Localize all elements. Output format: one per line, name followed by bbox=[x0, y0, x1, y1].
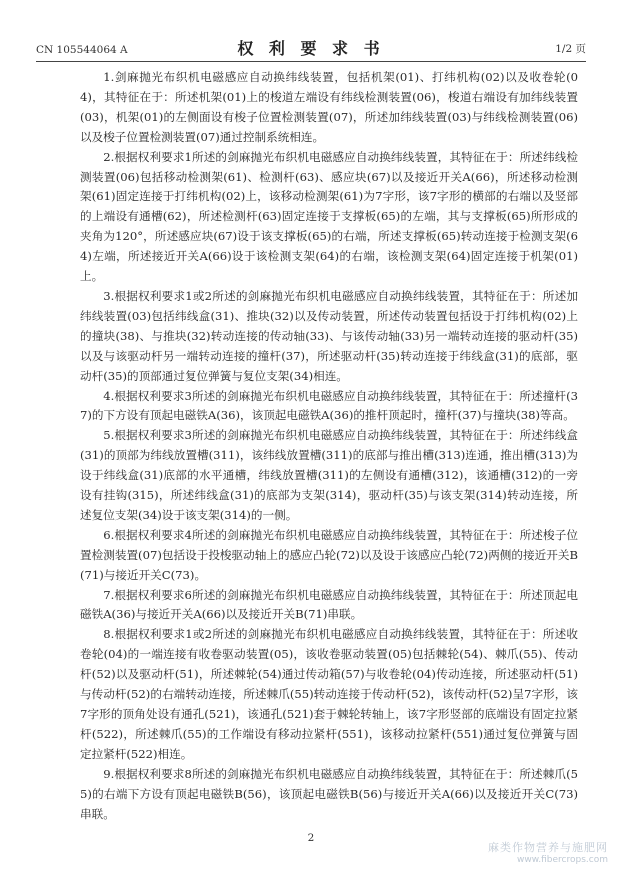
claim-7: 7.根据权利要求6所述的剑麻抛光布织机电磁感应自动换纬线装置，其特征在于：所述顶起电磁铁A(36)与接近开关A(66)以及接近开关B(71)串联。 bbox=[80, 587, 578, 622]
claim-4: 4.根据权利要求3所述的剑麻抛光布织机电磁感应自动换纬线装置，其特征在于：所述撞杆(37)的下方设有顶起电磁铁A(36)，该顶起电磁铁A(36)的推杆顶起时，撞杆(37)与撞块(38)等高。 bbox=[80, 388, 578, 423]
header-divider bbox=[36, 61, 586, 62]
claim-1: 1.剑麻抛光布织机电磁感应自动换纬线装置，包括机架(01)、打纬机构(02)以及收卷轮(04)，其特征在于：所述机架(01)上的梭道左端设有纬线检测装置(06)，梭道右端设有加纬线装置(03)，机架(01)的左侧面设有梭子位置检测装置(07)，所述加纬线装置(03)与纬线检测装置(06)以及梭子位置检测装置(07)通过控制系统相连。 bbox=[80, 70, 578, 144]
page-info: 1/2 页 bbox=[555, 43, 586, 55]
document-title: 权 利 要 求 书 bbox=[237, 39, 385, 58]
claim-9: 9.根据权利要求8所述的剑麻抛光布织机电磁感应自动换纬线装置，其特征在于：所述棘爪(55)的右端下方设有顶起电磁铁B(56)，该顶起电磁铁B(56)与接近开关A(66)以及接近开关C(73)串联。 bbox=[80, 766, 578, 821]
claim-2: 2.根据权利要求1所述的剑麻抛光布织机电磁感应自动换纬线装置，其特征在于：所述纬线检测装置(06)包括移动检测架(61)、检测杆(63)、感应块(67)以及接近开关A(66)，所述移动检测架(61)固定连接于打纬机构(02)上，该移动检测架(61)为7字形，该7字形的横部的右端以及竖部的上端设有通槽(62)，所述检测杆(63)固定连接于支撑板(65)的左端，其与支撑板(65)所形成的夹角为120°，所述感应块(67)设于该支撑板(65)的右端，所述支撑板(65)转动连接于检测支架(64)左端，所述接近开关A(66)设于该检测支架(64)的右端，该检测支架(64)固定连接于机架(01)上。 bbox=[80, 149, 578, 284]
claim-6: 6.根据权利要求4所述的剑麻抛光布织机电磁感应自动换纬线装置，其特征在于：所述梭子位置检测装置(07)包括设于投梭驱动轴上的感应凸轮(72)以及设于该感应凸轮(72)两侧的接近开关B(71)与接近开关C(73)。 bbox=[80, 527, 578, 582]
claim-3: 3.根据权利要求1或2所述的剑麻抛光布织机电磁感应自动换纬线装置，其特征在于：所述加纬线装置(03)包括纬线盒(31)、推块(32)以及传动装置，所述传动装置包括设于打纬机构(02)上的撞块(38)、与推块(32)转动连接的传动轴(33)、与该传动轴(33)另一端转动连接的驱动杆(35)以及与该驱动杆另一端转动连接的撞杆(37)，所述驱动杆(35)转动连接于纬线盒(31)的底部，驱动杆(35)的顶部通过复位弹簧与复位支架(34)相连。 bbox=[80, 288, 578, 383]
claim-5: 5.根据权利要求3所述的剑麻抛光布织机电磁感应自动换纬线装置，其特征在于：所述纬线盒(31)的顶部为纬线放置槽(311)，该纬线放置槽(311)的底部与推出槽(313)连通，推出槽(313)为设于纬线盒(31)底部的水平通槽，纬线放置槽(311)的左侧设有通槽(312)，该通槽(312)的一旁设有挂钩(315)，所述纬线盒(31)的底部为支架(314)，驱动杆(35)与该支架(314)转动连接，所述复位支架(34)设于该支架(314)的一侧。 bbox=[80, 428, 578, 522]
claims-body bbox=[80, 68, 578, 824]
patent-number: CN 105544064 A bbox=[36, 44, 128, 56]
site-watermark bbox=[488, 841, 608, 867]
claim-8: 8.根据权利要求1或2所述的剑麻抛光布织机电磁感应自动换纬线装置，其特征在于：所述收卷轮(04)的一端连接有收卷驱动装置(05)，该收卷驱动装置(05)包括棘轮(54)、棘爪(55)、传动杆(52)以及驱动杆(51)，所述棘轮(54)通过传动箱(57)与收卷轮(04)传动连接，所述驱动杆(51)与传动杆(52)的右端转动连接，所述棘爪(55)转动连接于传动杆(52)，该传动杆(52)呈7字形，该7字形的顶角处设有通孔(521)，该通孔(521)套于棘轮转轴上，该7字形竖部的底端设有固定拉紧杆(522)，所述棘爪(55)的工作端设有移动拉紧杆(551)，该移动拉紧杆(551)通过复位弹簧与固定拉紧杆(522)相连。 bbox=[80, 627, 578, 761]
page-header bbox=[36, 36, 586, 62]
watermark-title: 麻类作物营养与施肥网 bbox=[488, 841, 608, 854]
page-number: 2 bbox=[307, 832, 315, 844]
watermark-url: www.fibercrops.com bbox=[517, 855, 608, 865]
